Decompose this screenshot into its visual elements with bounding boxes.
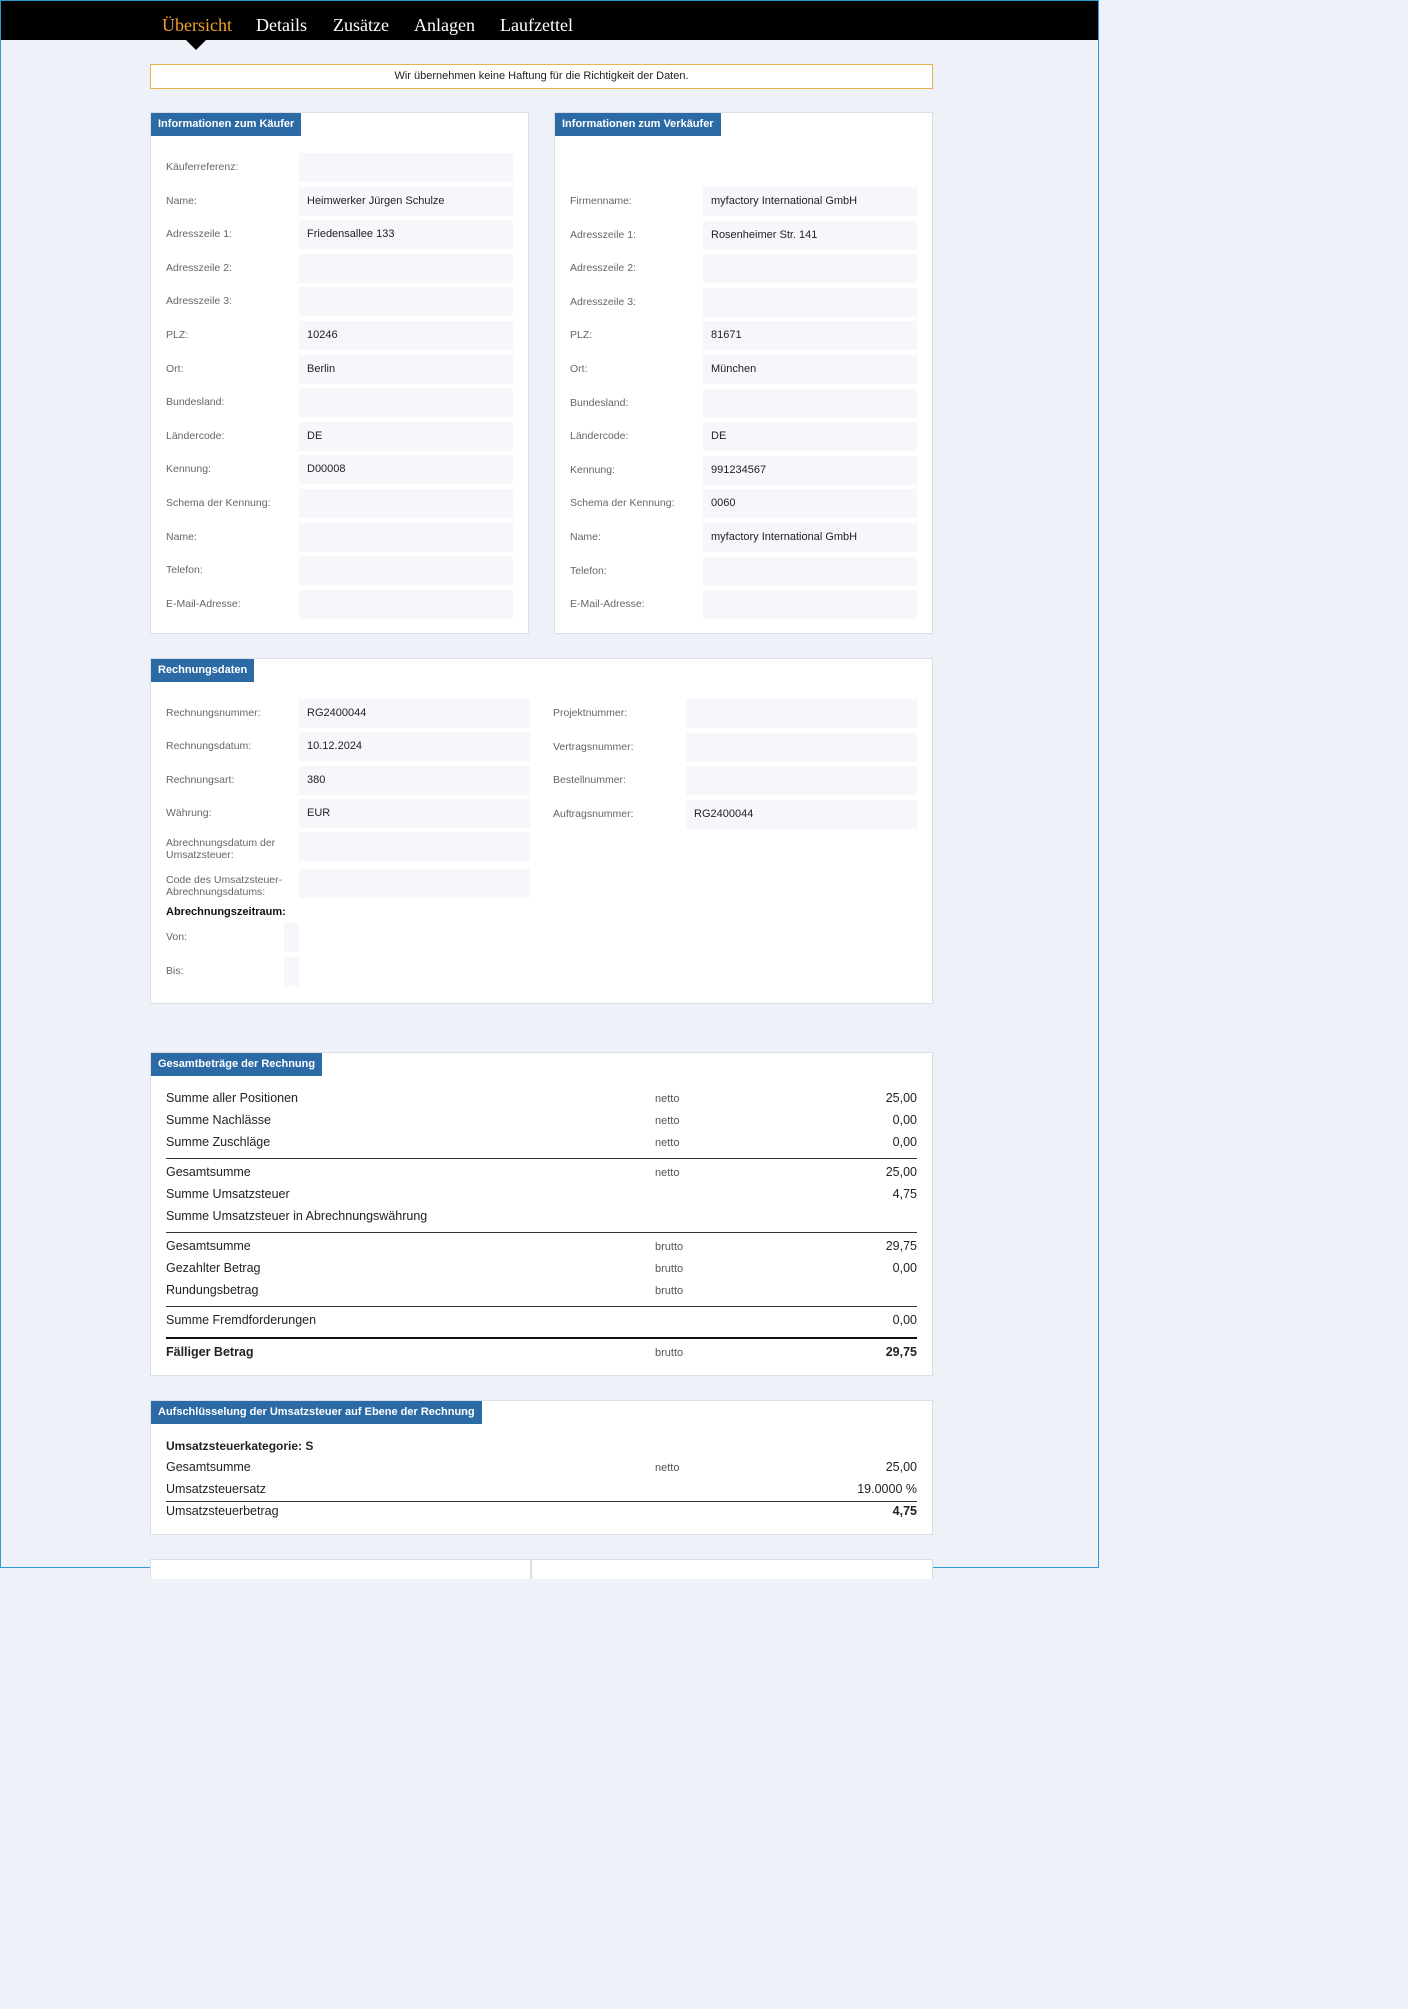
field-label: PLZ: [570,329,593,342]
field-label: Bestellnummer: [553,774,626,786]
totals-row [166,1345,917,1367]
field-value: DE [703,422,917,451]
buyer-panel [150,112,529,634]
field-value: 380 [299,766,530,795]
seller-panel [554,112,933,634]
field-value: RG2400044 [299,699,530,728]
field-value [686,699,917,728]
invoice-data-title: Rechnungsdaten [151,659,254,682]
field-value [299,489,513,518]
totals-row-unit: brutto [655,1285,684,1297]
field-value: Rosenheimer Str. 141 [703,221,917,250]
field-label: Vertragsnummer: [553,740,634,753]
field-label: Auftragsnummer: [553,807,634,820]
totals-row-amount: 29,75 [885,1345,917,1359]
disclaimer-notice: Wir übernehmen keine Haftung für die Richtigkeit der Daten. [150,64,933,89]
field-value: Berlin [299,355,513,384]
vat-row-amount: 19.0000 % [857,1482,917,1496]
field-label: Ländercode: [570,430,629,443]
totals-row-unit: brutto [655,1241,684,1253]
tab-zusaetze[interactable]: Zusätze [333,15,389,35]
field-label: Firmenname: [570,195,632,207]
field-value [299,523,513,552]
field-value [703,557,917,586]
totals-row-amount: 29,75 [885,1239,917,1253]
field-value [703,590,917,619]
billing-period-heading: Abrechnungszeitraum: [166,906,286,918]
field-value [686,766,917,795]
vat-row-amount: 4,75 [892,1504,917,1518]
field-label: Adresszeile 1: [166,228,232,241]
vat-category [166,1439,917,1461]
field-value [299,832,530,861]
field-label: Bundesland: [166,396,225,409]
totals-row-amount: 0,00 [892,1261,917,1275]
totals-divider [166,1158,917,1159]
totals-row-label: Summe Fremdforderungen [166,1313,317,1327]
totals-row-label: Summe Nachlässe [166,1113,271,1127]
vat-breakdown-panel [150,1400,933,1535]
field-value: myfactory International GmbH [703,523,917,552]
field-value: Friedensallee 133 [299,220,513,249]
field-value: DE [299,422,513,451]
totals-row-label: Summe Zuschläge [166,1135,271,1149]
field-label: Käuferreferenz: [166,161,239,173]
totals-row-label: Summe aller Positionen [166,1091,299,1105]
totals-row-amount: 0,00 [892,1313,917,1327]
totals-row [166,1239,917,1261]
top-nav-bar [1,1,1098,40]
vat-category-label: Umsatzsteuerkategorie: S [166,1439,314,1453]
vat-row-label: Umsatzsteuersatz [166,1482,267,1496]
vat-row-unit: netto [655,1462,680,1474]
field-label: Adresszeile 2: [166,261,232,274]
totals-row [166,1209,917,1231]
totals-row [166,1113,917,1135]
next-panel-right [531,1559,933,1579]
invoice-data-panel [150,658,933,1004]
field-label: Adresszeile 3: [166,295,232,308]
vat-row-amount: 25,00 [885,1460,917,1474]
totals-row-amount: 25,00 [885,1165,917,1179]
field-label: Kennung: [570,463,615,476]
seller-panel-title: Informationen zum Verkäufer [555,113,721,136]
totals-row-amount: 0,00 [892,1135,917,1149]
totals-row [166,1187,917,1209]
field-label: Telefon: [570,564,607,577]
field-label: Von: [166,931,188,943]
vat-breakdown-title: Aufschlüsselung der Umsatzsteuer auf Ebene der Rechnung [151,1401,482,1424]
totals-row [166,1165,917,1187]
field-label: E-Mail-Adresse: [166,597,241,610]
vat-row-label: Gesamtsumme [166,1460,251,1474]
field-value: D00008 [299,455,513,484]
vat-row [166,1504,917,1526]
field-label: Kennung: [166,463,211,476]
totals-row-label: Gesamtsumme [166,1165,251,1179]
tab-laufzettel[interactable]: Laufzettel [500,15,573,35]
field-value: 10.12.2024 [299,732,530,761]
field-label: Adresszeile 3: [570,295,636,308]
field-value: 991234567 [703,456,917,485]
totals-row-unit: brutto [655,1347,684,1359]
field-label: Währung: [166,807,212,819]
next-panel-left [150,1559,531,1579]
field-label: Name: [570,531,601,543]
active-tab-caret [185,39,207,50]
field-label: Rechnungsnummer: [166,707,261,719]
field-label: Adresszeile 2: [570,262,636,275]
field-value: 0060 [703,489,917,518]
totals-row-label: Gesamtsumme [166,1239,251,1253]
field-value: 10246 [299,321,513,350]
field-value: EUR [299,799,530,828]
field-label: Bis: [166,964,184,977]
totals-row-label: Gezahlter Betrag [166,1261,261,1275]
field-value [299,153,513,182]
totals-row [166,1283,917,1305]
field-label: Name: [166,530,197,543]
totals-title: Gesamtbeträge der Rechnung [151,1053,322,1076]
totals-row [166,1091,917,1113]
field-label: Schema der Kennung: [570,497,675,510]
totals-row [166,1135,917,1157]
vat-divider [166,1501,917,1502]
totals-row [166,1313,917,1335]
totals-row-amount: 25,00 [885,1091,917,1105]
field-label: Adresszeile 1: [570,228,636,241]
field-value [703,389,917,418]
field-value [299,388,513,417]
field-value: RG2400044 [686,800,917,829]
field-value [686,733,917,762]
field-label: Projektnummer: [553,707,628,719]
field-value [299,869,530,898]
totals-divider [166,1306,917,1307]
field-value [284,957,299,986]
totals-row-unit: netto [655,1167,680,1179]
field-value: myfactory International GmbH [703,187,917,216]
totals-divider [166,1232,917,1233]
field-value [299,590,513,619]
field-label: Bundesland: [570,396,629,409]
field-label: Code des Umsatzsteuer-Abrechnungsdatums: [166,874,283,898]
field-value [299,287,513,316]
field-value [703,254,917,283]
totals-row-label: Summe Umsatzsteuer [166,1187,290,1201]
totals-row-label: Summe Umsatzsteuer in Abrechnungswährung [166,1209,428,1223]
totals-row-label: Rundungsbetrag [166,1283,259,1297]
field-label: PLZ: [166,329,189,341]
totals-row-amount: 0,00 [892,1113,917,1127]
field-value [703,288,917,317]
vat-row [166,1460,917,1482]
totals-panel [150,1052,933,1376]
tab-details[interactable]: Details [256,15,307,35]
totals-row-unit: netto [655,1093,680,1105]
field-value [299,556,513,585]
field-label: Schema der Kennung: [166,497,271,509]
totals-row-label: Fälliger Betrag [166,1345,254,1359]
tab-uebersicht[interactable]: Übersicht [162,15,232,35]
totals-row-unit: netto [655,1115,680,1127]
field-label: Ort: [570,363,588,375]
vat-row-label: Umsatzsteuerbetrag [166,1504,279,1518]
field-value: Heimwerker Jürgen Schulze [299,187,513,216]
field-label: Telefon: [166,564,203,577]
field-value [299,254,513,283]
field-label: E-Mail-Adresse: [570,598,645,611]
field-value [284,923,299,952]
field-value: 81671 [703,321,917,350]
totals-row-unit: brutto [655,1263,684,1275]
tab-anlagen[interactable]: Anlagen [414,15,475,35]
totals-row-amount: 4,75 [892,1187,917,1201]
field-label: Ort: [166,362,184,375]
field-label: Ländercode: [166,429,225,442]
field-label: Rechnungsart: [166,774,235,786]
buyer-panel-title: Informationen zum Käufer [151,113,301,136]
field-label: Abrechnungsdatum der Umsatzsteuer: [166,837,276,861]
totals-row-unit: netto [655,1137,680,1149]
field-label: Rechnungsdatum: [166,740,252,752]
field-value: München [703,355,917,384]
totals-divider-strong [166,1337,917,1339]
field-label: Name: [166,194,197,207]
totals-row [166,1261,917,1283]
